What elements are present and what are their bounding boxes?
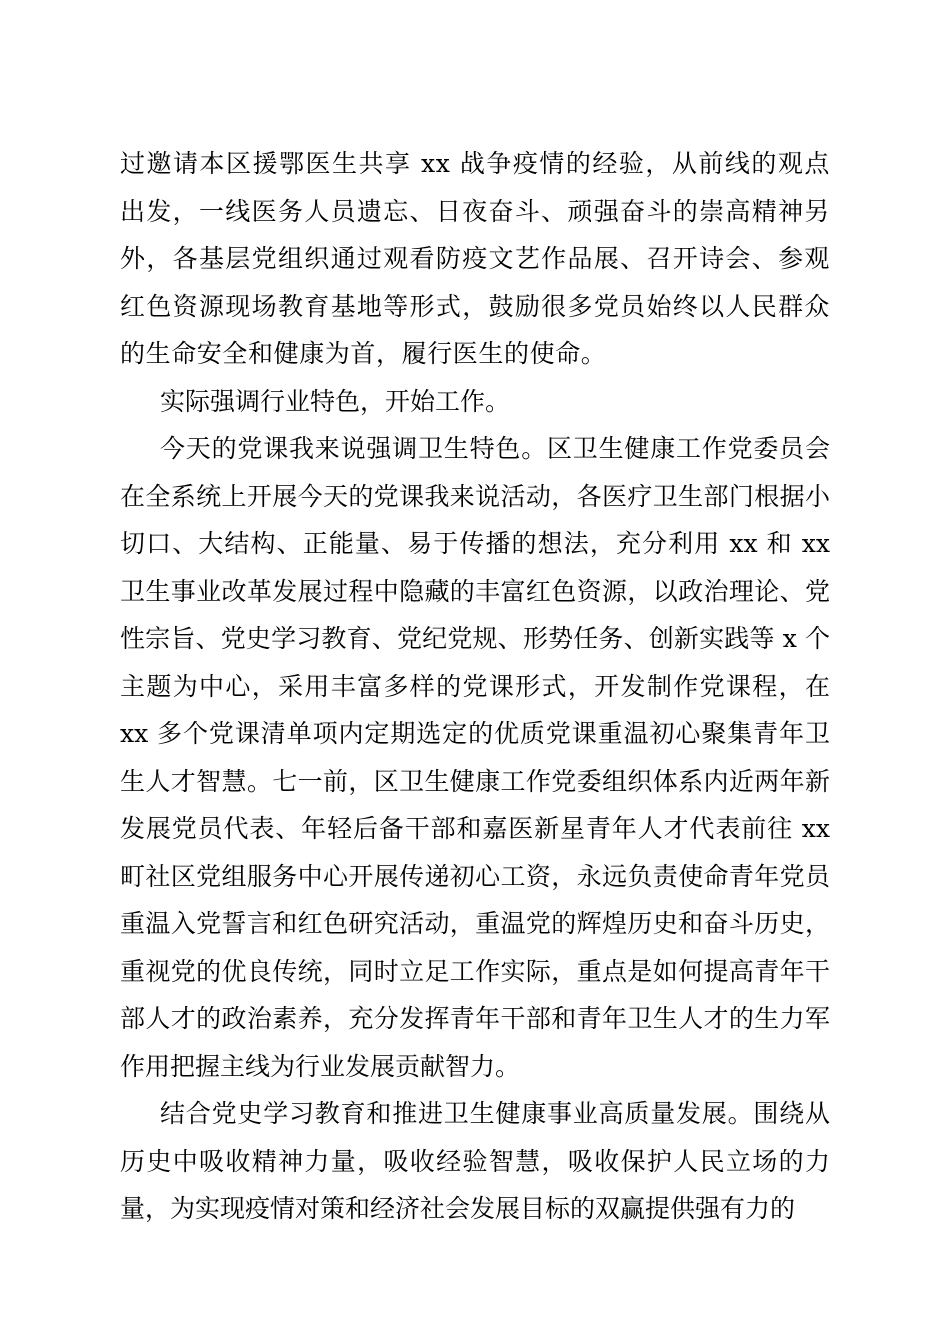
paragraph-4: 结合党史学习教育和推进卫生健康事业高质量发展。围绕从历史中吸收精神力量，吸收经验智慧，吸收保护人民立场的力量，为实现疫情对策和经济社会发展目标的双赢提供强有力的 (120, 1099, 830, 1223)
paragraph-2: 实际强调行业特色，开始工作。 (160, 386, 511, 416)
document-body (120, 140, 830, 1233)
paragraph-3: 今天的党课我来说强调卫生特色。区卫生健康工作党委员会在全系统上开展今天的党课我来说活动，各医疗卫生部门根据小切口、大结构、正能量、易于传播的想法，充分利用 xx 和 xx 卫生事业改革发展过程中隐藏的丰富红色资源，以政治理论、党性宗旨、党史学习教育、党纪党规、形势任务、创新实践等 x 个主题为中心，采用丰富多样的党课形式，开发制作党课程，在 xx 多个党课清单项内定期选定的优质党课重温初心聚集青年卫生人才智慧。七一前，区卫生健康工作党委组织体系内近两年新发展党员代表、年轻后备干部和嘉医新星青年人才代表前往 xx 町社区党组服务中心开展传递初心工资，永远负责使命青年党员重温入党誓言和红色研究活动，重温党的辉煌历史和奋斗历史，重视党的优良传统，同时立足工作实际，重点是如何提高青年干部人才的政治素养，充分发挥青年干部和青年卫生人才的生力军作用把握主线为行业发展贡献智力。 (120, 434, 830, 1081)
paragraph-1: 过邀请本区援鄂医生共享 xx 战争疫情的经验，从前线的观点出发，一线医务人员遗忘、日夜奋斗、顽强奋斗的崇高精神另外，各基层党组织通过观看防疫文艺作品展、召开诗会、参观红色资源现场教育基地等形式，鼓励很多党员始终以人民群众的生命安全和健康为首，履行医生的使命。 (120, 149, 830, 368)
